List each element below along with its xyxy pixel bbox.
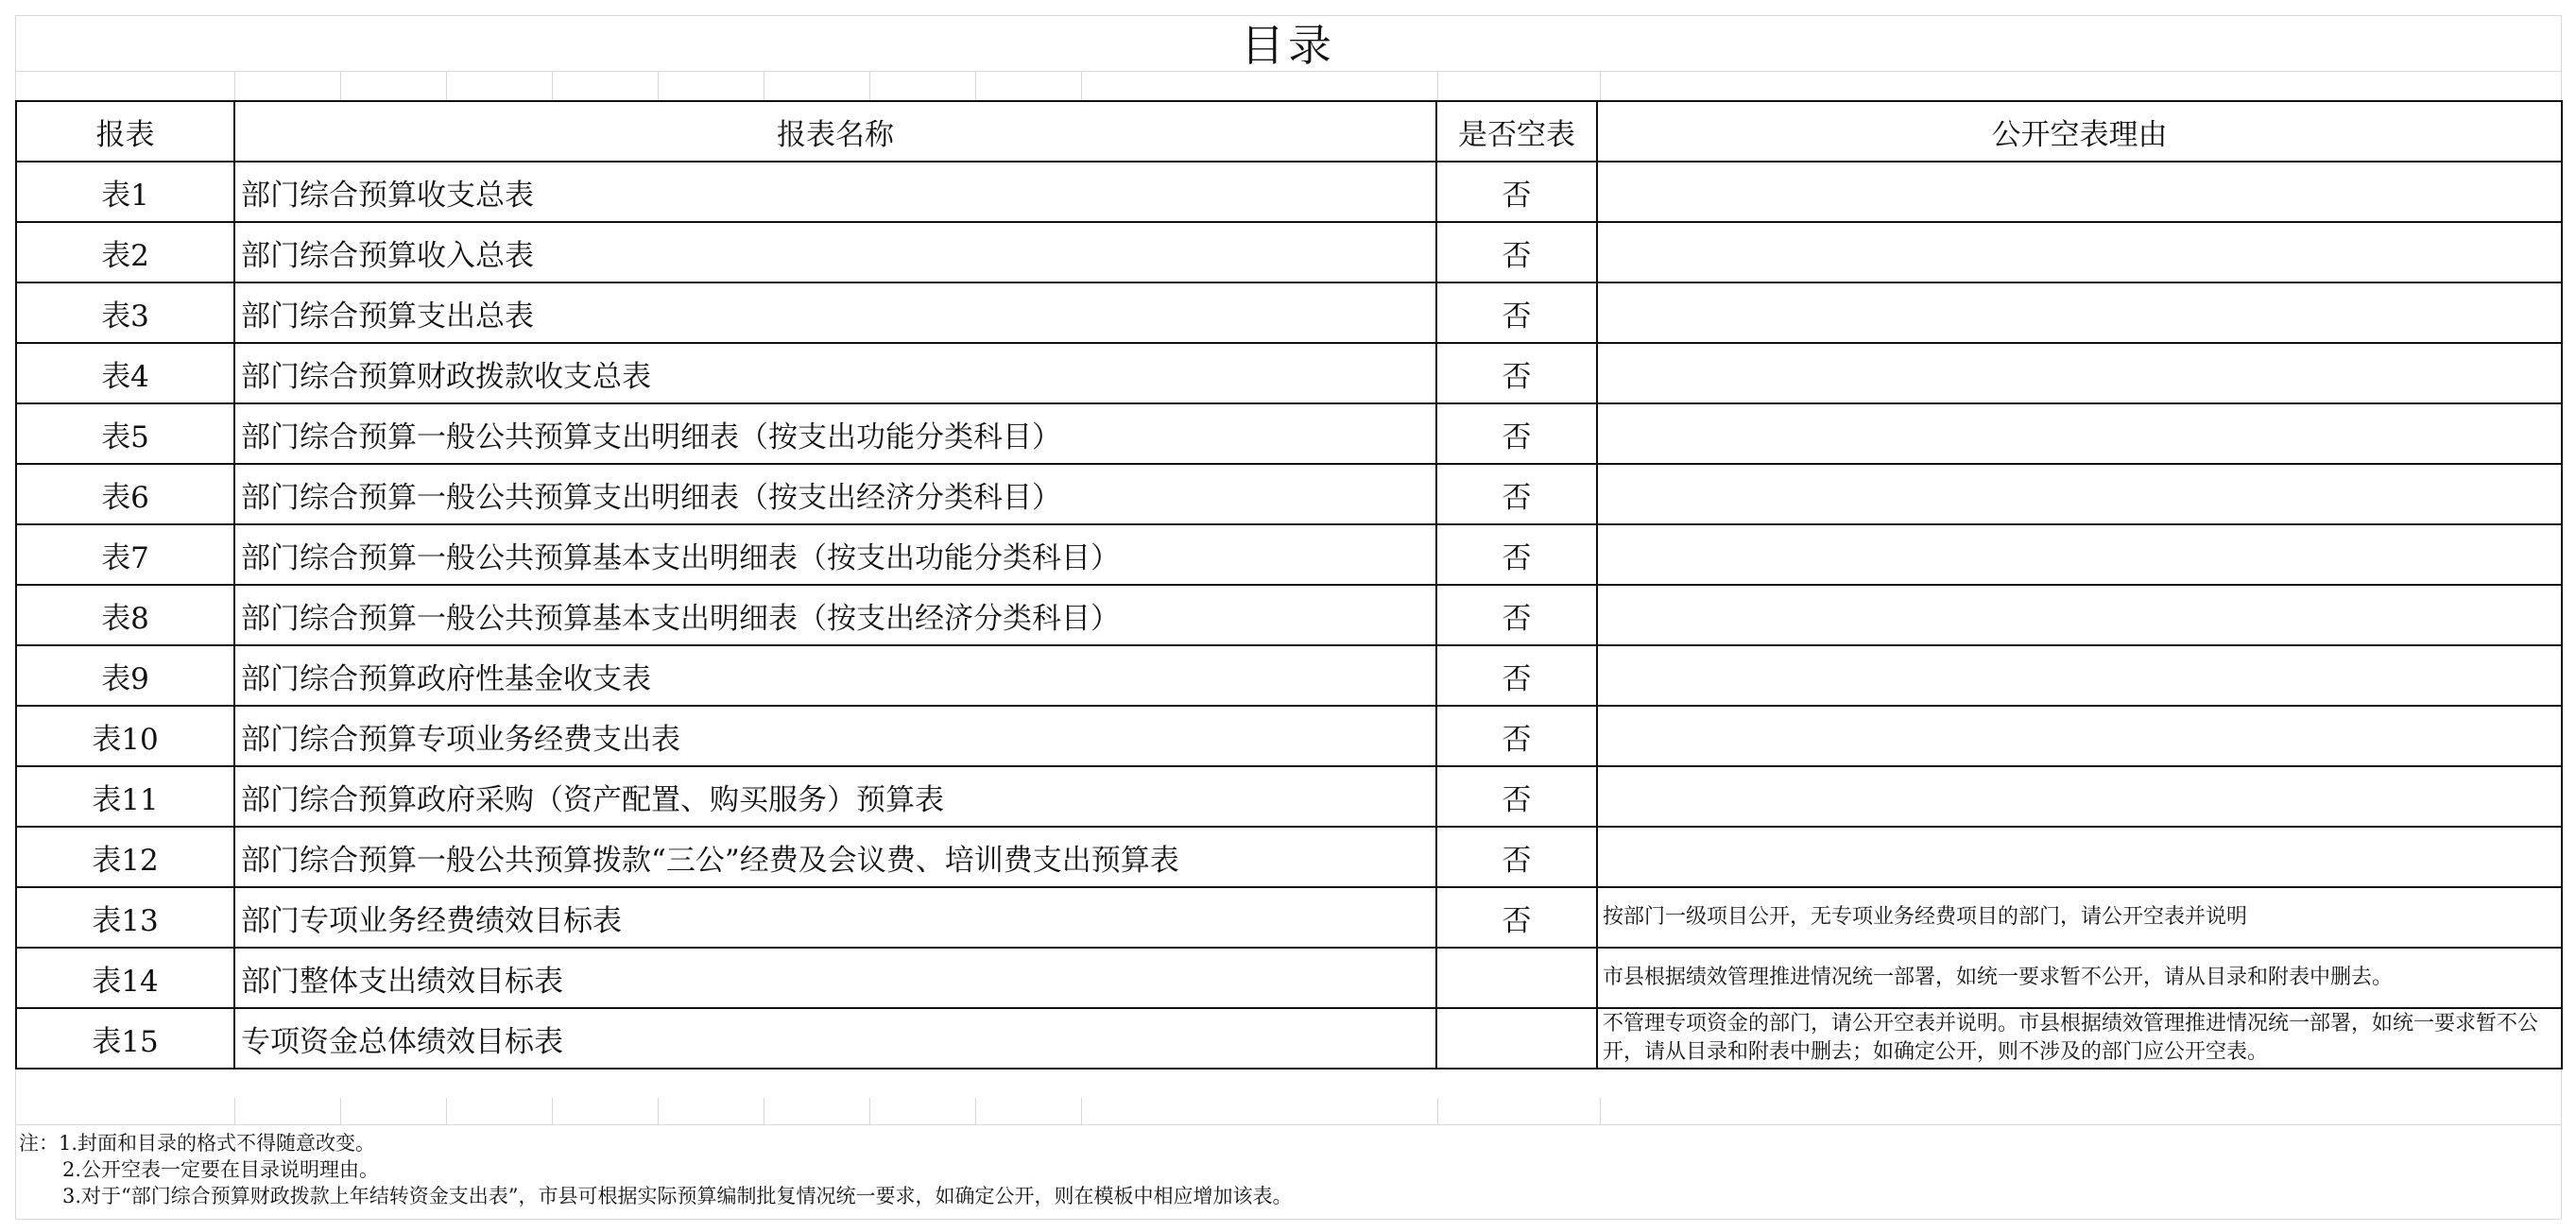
cell-code[interactable]: 表10 <box>16 706 234 766</box>
cell-code[interactable]: 表8 <box>16 585 234 645</box>
catalog-table <box>15 100 2563 1069</box>
cell-empty[interactable]: 否 <box>1436 403 1597 464</box>
cell-reason[interactable]: 不管理专项资金的部门，请公开空表并说明。市县根据绩效管理推进情况统一部署，如统一要求暂不公开，请从目录和附表中删去；如确定公开，则不涉及的部门应公开空表。 <box>1597 1008 2562 1069</box>
grid-line <box>1081 1098 1082 1124</box>
cell-reason[interactable] <box>1597 162 2562 222</box>
cell-empty[interactable]: 否 <box>1436 162 1597 222</box>
cell-name[interactable]: 部门综合预算收支总表 <box>234 162 1436 222</box>
cell-reason[interactable] <box>1597 343 2562 403</box>
cell-code[interactable]: 表1 <box>16 162 234 222</box>
grid-line <box>15 1124 2561 1125</box>
header-name: 报表名称 <box>234 101 1436 162</box>
grid-line <box>552 1098 553 1124</box>
cell-code[interactable]: 表3 <box>16 282 234 343</box>
table-header-row <box>16 101 2562 162</box>
cell-code[interactable]: 表15 <box>16 1008 234 1069</box>
grid-line <box>869 1098 870 1124</box>
cell-name[interactable]: 专项资金总体绩效目标表 <box>234 1008 1436 1069</box>
cell-code[interactable]: 表12 <box>16 827 234 887</box>
cell-reason[interactable] <box>1597 827 2562 887</box>
header-reason: 公开空表理由 <box>1597 101 2562 162</box>
table-row[interactable] <box>16 343 2562 403</box>
cell-name[interactable]: 部门综合预算财政拨款收支总表 <box>234 343 1436 403</box>
grid-line <box>234 71 235 100</box>
table-row[interactable] <box>16 827 2562 887</box>
cell-code[interactable]: 表7 <box>16 524 234 585</box>
page-title: 目录 <box>1241 20 1335 71</box>
cell-reason[interactable] <box>1597 222 2562 282</box>
grid-line <box>552 71 553 100</box>
cell-name[interactable]: 部门综合预算收入总表 <box>234 222 1436 282</box>
grid-line <box>975 71 976 100</box>
grid-line <box>869 71 870 100</box>
grid-line <box>15 1219 2561 1220</box>
table-row[interactable] <box>16 524 2562 585</box>
footnote-line: 3.对于“部门综合预算财政拨款上年结转资金支出表”，市县可根据实际预算编制批复情况统一要求，如确定公开，则在模板中相应增加该表。 <box>62 1185 1293 1207</box>
cell-empty[interactable]: 否 <box>1436 887 1597 948</box>
table-row[interactable] <box>16 162 2562 222</box>
cell-name[interactable]: 部门综合预算一般公共预算基本支出明细表（按支出经济分类科目） <box>234 585 1436 645</box>
table-row[interactable] <box>16 403 2562 464</box>
cell-empty[interactable]: 否 <box>1436 282 1597 343</box>
grid-line <box>1600 71 1601 100</box>
cell-name[interactable]: 部门综合预算支出总表 <box>234 282 1436 343</box>
cell-name[interactable]: 部门综合预算政府性基金收支表 <box>234 645 1436 706</box>
cell-name[interactable]: 部门综合预算一般公共预算支出明细表（按支出经济分类科目） <box>234 464 1436 524</box>
grid-line <box>1437 71 1438 100</box>
grid-line <box>446 1098 447 1124</box>
header-code: 报表 <box>16 101 234 162</box>
cell-code[interactable]: 表6 <box>16 464 234 524</box>
grid-line <box>446 71 447 100</box>
cell-empty[interactable]: 否 <box>1436 524 1597 585</box>
cell-reason[interactable] <box>1597 585 2562 645</box>
cell-reason[interactable] <box>1597 524 2562 585</box>
grid-line <box>340 1098 341 1124</box>
footnote-line: 注：1.封面和目录的格式不得随意改变。 <box>19 1132 376 1155</box>
cell-code[interactable]: 表9 <box>16 645 234 706</box>
table-row[interactable] <box>16 706 2562 766</box>
grid-line <box>340 71 341 100</box>
cell-empty[interactable]: 否 <box>1436 766 1597 827</box>
cell-empty[interactable]: 否 <box>1436 222 1597 282</box>
cell-reason[interactable] <box>1597 403 2562 464</box>
cell-reason[interactable] <box>1597 766 2562 827</box>
cell-reason[interactable]: 市县根据绩效管理推进情况统一部署，如统一要求暂不公开，请从目录和附表中删去。 <box>1597 948 2562 1008</box>
table-row[interactable] <box>16 464 2562 524</box>
cell-name[interactable]: 部门专项业务经费绩效目标表 <box>234 887 1436 948</box>
footnote-line: 2.公开空表一定要在目录说明理由。 <box>62 1158 380 1181</box>
table-row[interactable] <box>16 766 2562 827</box>
cell-empty[interactable]: 否 <box>1436 645 1597 706</box>
cell-empty[interactable] <box>1436 1008 1597 1069</box>
grid-line <box>234 1098 235 1124</box>
footnotes <box>19 1130 2551 1209</box>
table-row[interactable] <box>16 1008 2562 1069</box>
grid-line <box>658 1098 659 1124</box>
cell-name[interactable]: 部门综合预算一般公共预算基本支出明细表（按支出功能分类科目） <box>234 524 1436 585</box>
table-row[interactable] <box>16 887 2562 948</box>
cell-reason[interactable] <box>1597 706 2562 766</box>
cell-reason[interactable]: 按部门一级项目公开，无专项业务经费项目的部门，请公开空表并说明 <box>1597 887 2562 948</box>
cell-empty[interactable]: 否 <box>1436 706 1597 766</box>
grid-line <box>1437 1098 1438 1124</box>
cell-code[interactable]: 表11 <box>16 766 234 827</box>
cell-code[interactable]: 表5 <box>16 403 234 464</box>
cell-code[interactable]: 表4 <box>16 343 234 403</box>
cell-name[interactable]: 部门综合预算一般公共预算支出明细表（按支出功能分类科目） <box>234 403 1436 464</box>
cell-code[interactable]: 表2 <box>16 222 234 282</box>
cell-name[interactable]: 部门整体支出绩效目标表 <box>234 948 1436 1008</box>
table-row[interactable] <box>16 282 2562 343</box>
cell-empty[interactable]: 否 <box>1436 827 1597 887</box>
cell-empty[interactable] <box>1436 948 1597 1008</box>
grid-line <box>1081 71 1082 100</box>
cell-reason[interactable] <box>1597 282 2562 343</box>
cell-reason[interactable] <box>1597 645 2562 706</box>
cell-empty[interactable]: 否 <box>1436 343 1597 403</box>
grid-line <box>1600 1098 1601 1124</box>
grid-line <box>658 71 659 100</box>
cell-name[interactable]: 部门综合预算一般公共预算拨款“三公”经费及会议费、培训费支出预算表 <box>234 827 1436 887</box>
cell-reason[interactable] <box>1597 464 2562 524</box>
cell-empty[interactable]: 否 <box>1436 585 1597 645</box>
table-row[interactable] <box>16 222 2562 282</box>
cell-code[interactable]: 表13 <box>16 887 234 948</box>
cell-code[interactable]: 表14 <box>16 948 234 1008</box>
table-row[interactable] <box>16 948 2562 1008</box>
cell-name[interactable]: 部门综合预算政府采购（资产配置、购买服务）预算表 <box>234 766 1436 827</box>
cell-name[interactable]: 部门综合预算专项业务经费支出表 <box>234 706 1436 766</box>
table-row[interactable] <box>16 645 2562 706</box>
header-empty: 是否空表 <box>1436 101 1597 162</box>
grid-line <box>975 1098 976 1124</box>
cell-empty[interactable]: 否 <box>1436 464 1597 524</box>
table-row[interactable] <box>16 585 2562 645</box>
